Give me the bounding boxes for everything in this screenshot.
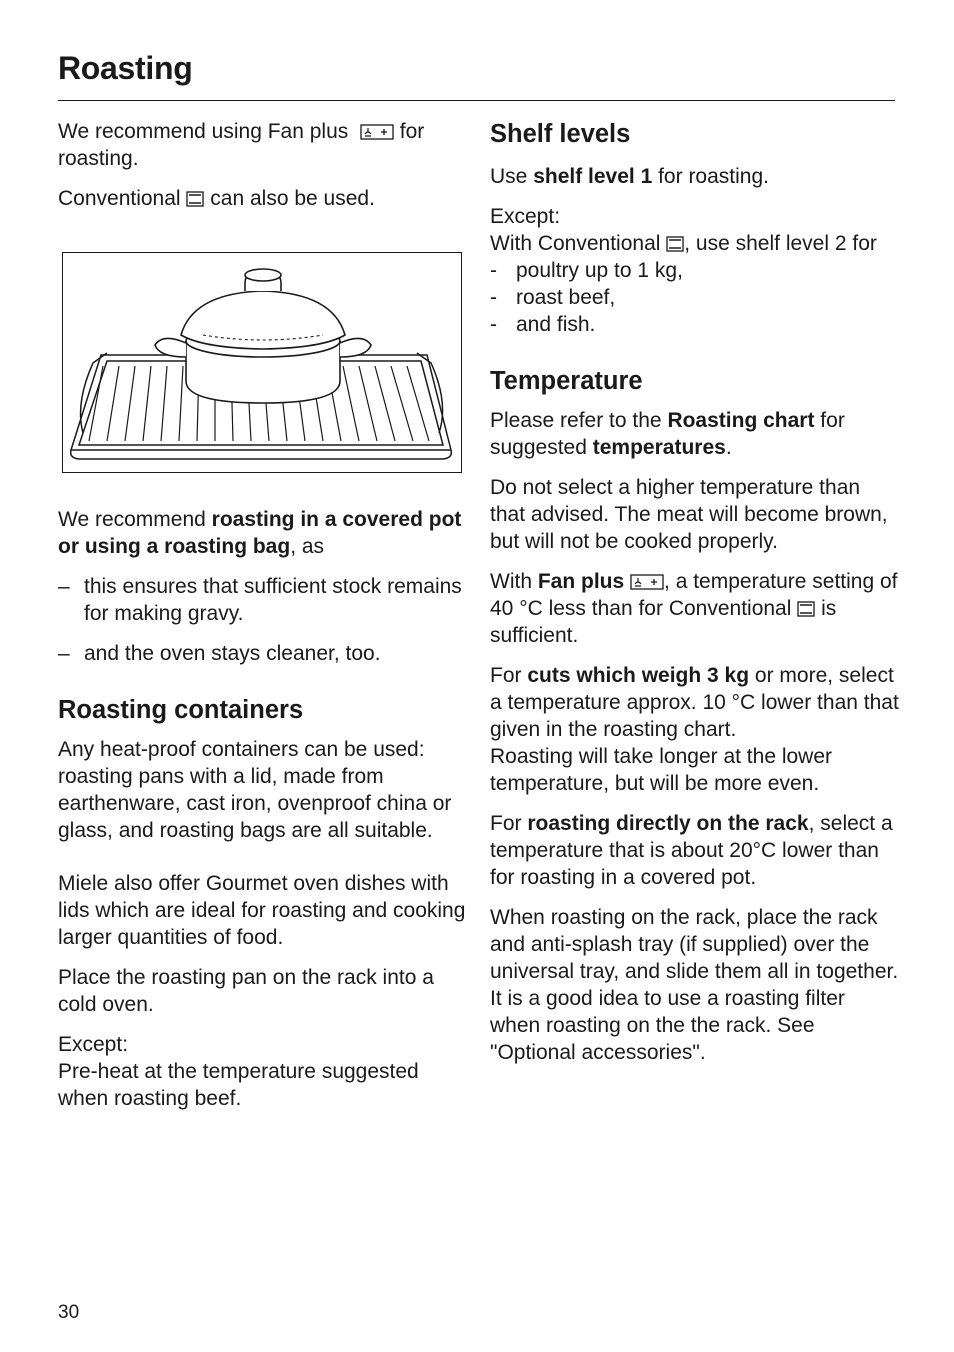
conventional-heat-icon: [186, 191, 204, 207]
fan-plus-paragraph: [490, 568, 900, 649]
intro-paragraph: [58, 118, 466, 172]
title-divider: [58, 100, 895, 101]
except-paragraph: [58, 1031, 466, 1112]
list-item-text: this ensures that sufficient stock remains for making gravy.: [84, 575, 462, 625]
rack-bold: roasting directly on the rack: [527, 812, 809, 835]
list-item: [490, 257, 900, 284]
except-label: Except:: [58, 1033, 129, 1056]
list-item: [490, 311, 900, 338]
shelf-use-tail: for roasting.: [652, 165, 769, 188]
refer-tail: .: [725, 436, 732, 459]
place-paragraph: Place the roasting pan on the rack into a cold oven.: [58, 966, 434, 1016]
fan-mid: , a temperature setting of 40 °C less than for Conventional: [490, 570, 898, 620]
intro-text-tail: for: [399, 120, 425, 143]
conventional-text-tail: can also be used.: [210, 187, 375, 210]
list-item-text: and fish.: [516, 313, 596, 336]
recommend-tail: , as: [290, 535, 325, 558]
hyphen-marker: -: [490, 286, 497, 309]
roasting-pot-illustration: [62, 252, 462, 473]
conventional-text: Conventional: [58, 187, 181, 210]
shelf-except-paragraph: [490, 203, 900, 257]
cuts-line-2: Roasting will take longer at the lower temperature, but will be more even.: [490, 745, 833, 795]
list-item-text: roast beef,: [516, 286, 616, 309]
conventional-paragraph: [58, 185, 466, 212]
recommend-bold: roasting in a covered pot or using a roasting bag: [58, 508, 462, 558]
list-item: [58, 573, 466, 627]
refer-mid: for suggested: [490, 409, 845, 459]
rack-text: For: [490, 812, 528, 835]
temperature-heading: Temperature: [490, 367, 643, 395]
hyphen-marker: -: [490, 259, 497, 282]
recommend-text: We recommend: [58, 508, 212, 531]
miele-paragraph: Miele also offer Gourmet oven dishes with lids which are ideal for roasting and cooking larger quantities of food.: [58, 872, 466, 949]
hyphen-marker: -: [490, 313, 497, 336]
containers-paragraph: Any heat-proof containers can be used: roasting pans with a lid, made from earthenware, cast iron, ovenproof china or glass, and roasting bags are all suitable.: [58, 738, 452, 842]
dash-marker: –: [58, 575, 70, 598]
except-label: Except:: [490, 205, 561, 228]
fan-tail: is sufficient.: [490, 597, 837, 647]
page-title: Roasting: [58, 50, 193, 86]
cuts-paragraph: [490, 662, 900, 797]
rack-paragraph: [490, 810, 900, 891]
fan-text: With: [490, 570, 538, 593]
fan-plus-bold: Fan plus: [537, 570, 625, 593]
cuts-tail: or more, select a temperature approx. 10 °C lower than that given in the roasting chart.: [490, 664, 899, 741]
shelf-levels-heading: Shelf levels: [490, 120, 631, 148]
roasting-containers-heading: Roasting containers: [58, 696, 304, 724]
recommend-paragraph: [58, 506, 466, 560]
cuts-bold: cuts which weigh 3 kg: [527, 664, 750, 687]
with-conventional-text: With Conventional: [490, 232, 661, 255]
shelf-use-paragraph: [490, 163, 900, 190]
conventional-heat-icon: [666, 236, 684, 252]
list-item: [58, 640, 466, 667]
preheat-text: Pre-heat at the temperature suggested when roasting beef.: [58, 1060, 419, 1110]
intro-text: We recommend using Fan plus: [58, 120, 349, 143]
shelf-use-text: Use: [490, 165, 534, 188]
list-item-text: poultry up to 1 kg,: [516, 259, 683, 282]
list-item-text: and the oven stays cleaner, too.: [84, 642, 381, 665]
fan-plus-icon: [360, 124, 394, 140]
page-number: 30: [58, 1302, 80, 1323]
dash-marker: –: [58, 642, 70, 665]
rack-tail: , select a temperature that is about 20°C lower than for roasting in a covered pot.: [490, 812, 893, 889]
intro-text-2: roasting.: [58, 147, 139, 170]
conventional-heat-icon: [797, 601, 815, 617]
higher-temp-paragraph: Do not select a higher temperature than that advised. The meat will become brown, but will not be cooked properly.: [490, 476, 888, 553]
pot-on-rack-drawing: [63, 253, 460, 471]
with-conventional-tail: , use shelf level 2 for: [684, 232, 877, 255]
refer-paragraph: [490, 407, 900, 461]
list-item: [490, 284, 900, 311]
roasting-chart-bold: Roasting chart: [667, 409, 815, 432]
refer-text: Please refer to the: [490, 409, 668, 432]
shelf-use-bold: shelf level 1: [533, 165, 653, 188]
temperatures-bold: temperatures: [592, 436, 726, 459]
right-column: [490, 119, 900, 1066]
when-roasting-paragraph: When roasting on the rack, place the rack and anti-splash tray (if supplied) over the universal tray, and slide them all in together. It is a good idea to use a roasting filter when roasting on the the rack. See "Optional accessories".: [490, 906, 899, 1064]
cuts-text: For: [490, 664, 528, 687]
fan-plus-icon: [630, 574, 664, 590]
